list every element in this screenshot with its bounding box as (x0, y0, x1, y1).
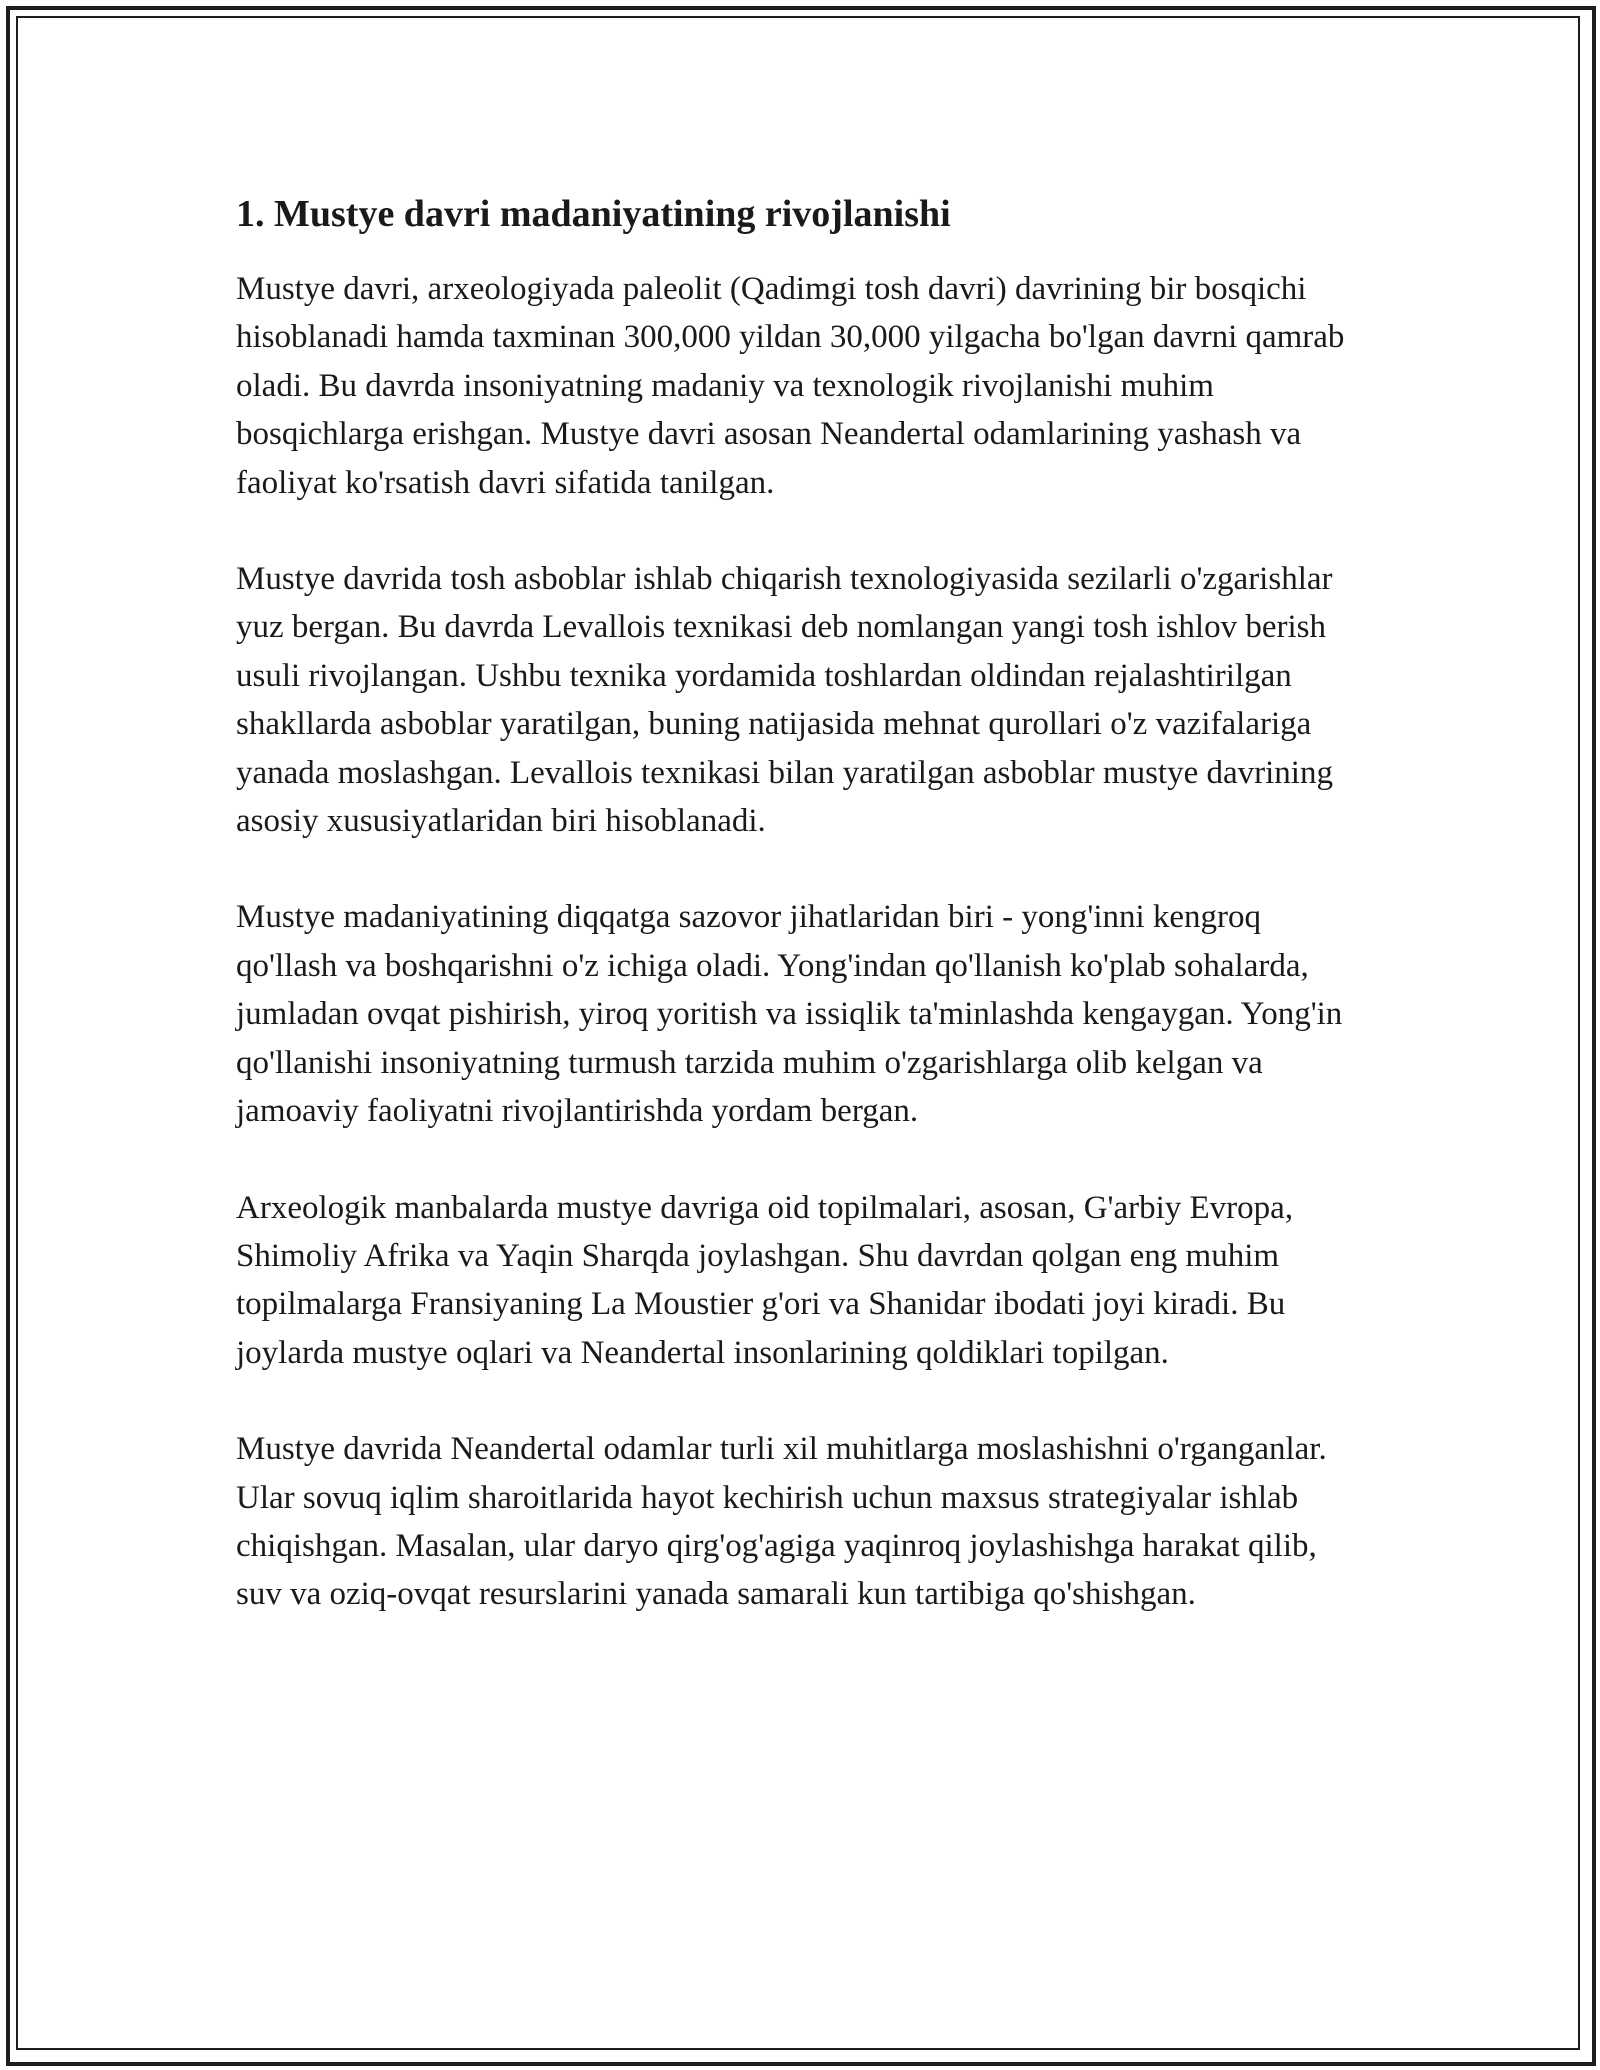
paragraph-5: Mustye davrida Neandertal odamlar turli xil muhitlarga moslashishni o'rganganlar. Ular sovuq iqlim sharoitlarida hayot kechirish uchun maxsus strategiyalar ishlab chiqishgan. Masalan, ular daryo qirg'og'agiga yaqinroq joylashishga harakat qilib, suv va oziq-ovqat resurslarini yanada samarali kun tartibiga qo'shishgan. (236, 1431, 1327, 1613)
document-body (236, 186, 1366, 1667)
paragraph-4: Arxeologik manbalarda mustye davriga oid topilmalari, asosan, G'arbiy Evropa, Shimoliy Afrika va Yaqin Sharqda joylashgan. Shu davrdan qolgan eng muhim topilmalarga Fransiyaning La Moustier g'ori va Shanidar ibodati joyi kiradi. Bu joylarda mustye oqlari va Neandertal insonlarining qoldiklari topilgan. (236, 1189, 1294, 1371)
section-heading: 1. Mustye davri madaniyatining rivojlanishi (236, 193, 951, 235)
paragraph-2: Mustye davrida tosh asboblar ishlab chiqarish texnologiyasida sezilarli o'zgarishlar yuz bergan. Bu davrda Levallois texnikasi deb nomlangan yangi tosh ishlov berish usuli rivojlangan. Ushbu texnika yordamida toshlardan oldindan rejalashtirilgan shakllarda asboblar yaratilgan, buning natijasida mehnat qurollari o'z vazifalariga yanada moslashgan. Levallois texnikasi bilan yaratilgan asboblar mustye davrining asosiy xususiyatlaridan biri hisoblanadi. (236, 561, 1333, 840)
paragraph-1: Mustye davri, arxeologiyada paleolit (Qadimgi tosh davri) davrining bir bosqichi hisoblanadi hamda taxminan 300,000 yildan 30,000 yilgacha bo'lgan davrni qamrab oladi. Bu davrda insoniyatning madaniy va texnologik rivojlanishi muhim bosqichlarga erishgan. Mustye davri asosan Neandertal odamlarining yashash va faoliyat ko'rsatish davri sifatida tanilgan. (236, 271, 1345, 501)
paragraph-3: Mustye madaniyatining diqqatga sazovor jihatlaridan biri - yong'inni kengroq qo'llash va boshqarishni o'z ichiga oladi. Yong'indan qo'llanish ko'plab sohalarda, jumladan ovqat pishirish, yiroq yoritish va issiqlik ta'minlashda kengaygan. Yong'in qo'llanishi insoniyatning turmush tarzida muhim o'zgarishlarga olib kelgan va jamoaviy faoliyatni rivojlantirishda yordam bergan. (236, 899, 1343, 1130)
